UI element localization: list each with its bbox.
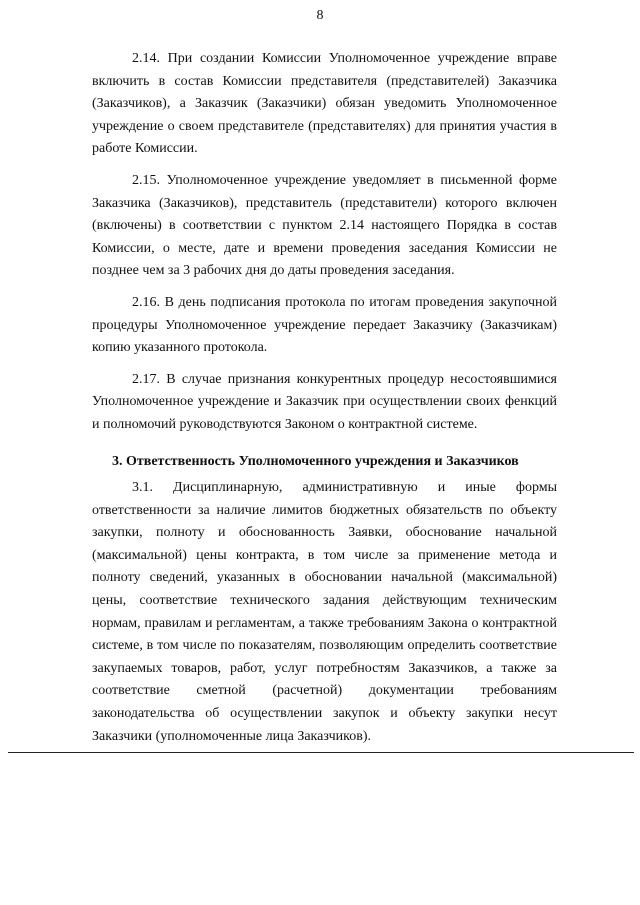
page-number: 8	[316, 8, 324, 23]
paragraph-2-16: 2.16. В день подписания протокола по итогам проведения закупочной процедуры Уполномоченное учреждение передает Заказчику (Заказчикам) копию указанного протокола.	[92, 294, 557, 356]
paragraph-2-17: 2.17. В случае признания конкурентных процедур несостоявшимися Уполномоченное учреждение и Заказчик при осуществлении своих фенкций и полномочий руководствуются Законом о контрактной системе.	[92, 371, 557, 432]
paragraph-3-1: 3.1. Дисциплинарную, административную и иные формы ответственности за наличие лимитов бюджетных обязательств по объекту закупки, полноту и обоснованность Заявки, обоснование начальной (максимальной) цены контракта, в том числе за применение метода и полноту сведений, указанных в обосновании начальной (максимальной) цены, соответствие технического задания действующим техническим нормам, правилам и регламентам, а также требованиям Закона о контрактной системе, в том числе по показателям, позволяющим определить соответствие закупаемых товаров, работ, услуг потребностям Заказчиков, а также за соответствие сметной (расчетной) документации требованиям законодательства об осуществлении закупок и объекту закупки несут Заказчики (уполномоченные лица Заказчиков).	[92, 480, 557, 744]
document-body	[92, 48, 557, 748]
paragraph-2-14: 2.14. При создании Комиссии Уполномоченное учреждение вправе включить в состав Комиссии представителя (представителей) Заказчика (Заказчиков), а Заказчик (Заказчики) обязан уведомить Уполномоченное учреждение о своем представителе (представителях) для принятия участия в работе Комиссии.	[92, 51, 557, 157]
paragraph-2-15: 2.15. Уполномоченное учреждение уведомляет в письменной форме Заказчика (Заказчиков), представитель (представители) которого включен (включены) в соответствии с пунктом 2.14 настоящего Порядка в состав Комиссии, о месте, дате и времени проведения заседания Комиссии не позднее чем за 3 рабочих дня до даты проведения заседания.	[92, 172, 557, 279]
footnote-divider	[8, 752, 634, 753]
section-heading: 3. Ответственность Уполномоченного учреждения и Заказчиков	[112, 453, 519, 469]
